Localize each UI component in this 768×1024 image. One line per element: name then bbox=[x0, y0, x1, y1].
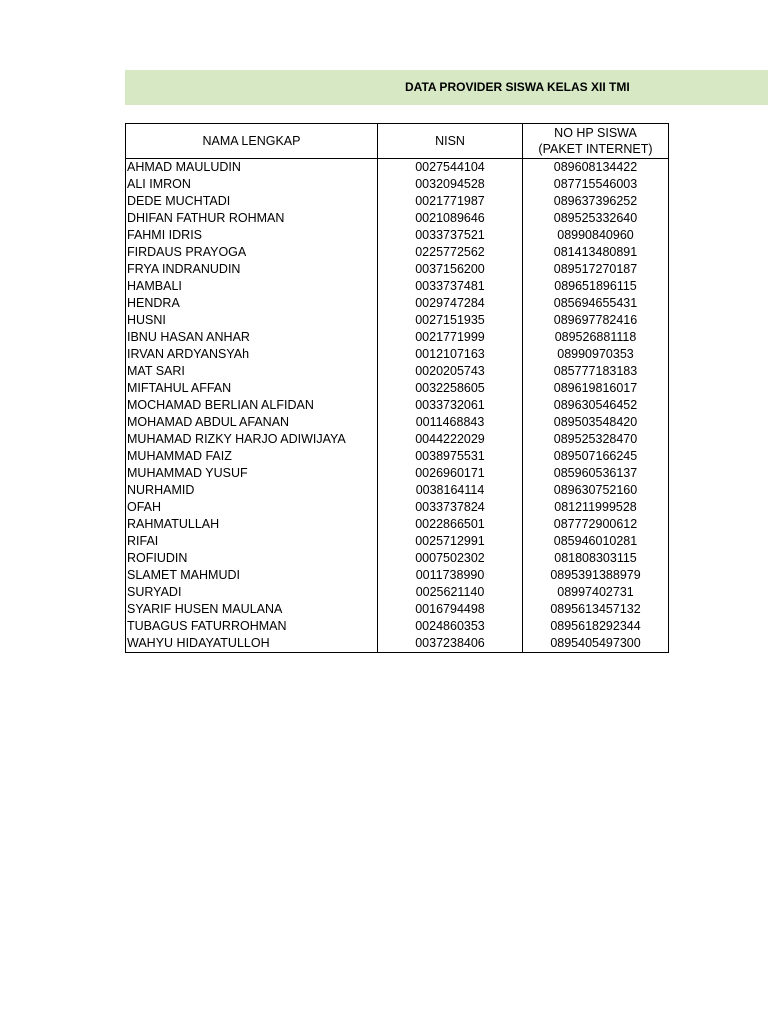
cell-name: MOCHAMAD BERLIAN ALFIDAN bbox=[126, 397, 378, 414]
cell-hp: 087715546003 bbox=[523, 176, 669, 193]
cell-nisn: 0027151935 bbox=[378, 312, 523, 329]
table-row bbox=[126, 618, 669, 635]
table-row bbox=[126, 465, 669, 482]
cell-nisn: 0029747284 bbox=[378, 295, 523, 312]
cell-hp: 08990970353 bbox=[523, 346, 669, 363]
cell-name: ROFIUDIN bbox=[126, 550, 378, 567]
cell-hp: 081808303115 bbox=[523, 550, 669, 567]
cell-hp: 089651896115 bbox=[523, 278, 669, 295]
cell-name: SLAMET MAHMUDI bbox=[126, 567, 378, 584]
cell-name: DEDE MUCHTADI bbox=[126, 193, 378, 210]
table-row bbox=[126, 176, 669, 193]
column-header-hp bbox=[523, 124, 669, 159]
cell-hp: 085946010281 bbox=[523, 533, 669, 550]
cell-hp: 089619816017 bbox=[523, 380, 669, 397]
column-header-hp-line2: (PAKET INTERNET) bbox=[538, 142, 653, 156]
column-header-hp-line1: NO HP SISWA bbox=[554, 126, 637, 140]
cell-name: OFAH bbox=[126, 499, 378, 516]
cell-nisn: 0025621140 bbox=[378, 584, 523, 601]
cell-nisn: 0032094528 bbox=[378, 176, 523, 193]
cell-nisn: 0020205743 bbox=[378, 363, 523, 380]
cell-nisn: 0037156200 bbox=[378, 261, 523, 278]
cell-nisn: 0225772562 bbox=[378, 244, 523, 261]
cell-name: IBNU HASAN ANHAR bbox=[126, 329, 378, 346]
cell-hp: 089630752160 bbox=[523, 482, 669, 499]
cell-name: MOHAMAD ABDUL AFANAN bbox=[126, 414, 378, 431]
student-table bbox=[125, 123, 669, 653]
cell-nisn: 0032258605 bbox=[378, 380, 523, 397]
cell-nisn: 0033732061 bbox=[378, 397, 523, 414]
page-title: DATA PROVIDER SISWA KELAS XII TMI bbox=[405, 80, 630, 94]
cell-nisn: 0025712991 bbox=[378, 533, 523, 550]
cell-nisn: 0033737521 bbox=[378, 227, 523, 244]
cell-name: RIFAI bbox=[126, 533, 378, 550]
table-row bbox=[126, 329, 669, 346]
cell-hp: 081413480891 bbox=[523, 244, 669, 261]
cell-nisn: 0021771999 bbox=[378, 329, 523, 346]
cell-name: MIFTAHUL AFFAN bbox=[126, 380, 378, 397]
cell-name: MUHAMAD RIZKY HARJO ADIWIJAYA bbox=[126, 431, 378, 448]
cell-name: SURYADI bbox=[126, 584, 378, 601]
cell-nisn: 0021771987 bbox=[378, 193, 523, 210]
cell-hp: 089517270187 bbox=[523, 261, 669, 278]
cell-nisn: 0038975531 bbox=[378, 448, 523, 465]
cell-name: FIRDAUS PRAYOGA bbox=[126, 244, 378, 261]
table-row bbox=[126, 193, 669, 210]
table-header bbox=[126, 124, 669, 159]
table-row bbox=[126, 346, 669, 363]
cell-hp: 08990840960 bbox=[523, 227, 669, 244]
cell-name: ALI IMRON bbox=[126, 176, 378, 193]
cell-hp: 089503548420 bbox=[523, 414, 669, 431]
cell-hp: 0895405497300 bbox=[523, 635, 669, 653]
table-row bbox=[126, 312, 669, 329]
column-header-nisn: NISN bbox=[378, 124, 523, 159]
cell-hp: 089526881118 bbox=[523, 329, 669, 346]
cell-name: RAHMATULLAH bbox=[126, 516, 378, 533]
cell-name: SYARIF HUSEN MAULANA bbox=[126, 601, 378, 618]
cell-hp: 085694655431 bbox=[523, 295, 669, 312]
cell-name: TUBAGUS FATURROHMAN bbox=[126, 618, 378, 635]
cell-name: DHIFAN FATHUR ROHMAN bbox=[126, 210, 378, 227]
cell-hp: 0895618292344 bbox=[523, 618, 669, 635]
table-row bbox=[126, 550, 669, 567]
table-row bbox=[126, 533, 669, 550]
cell-hp: 081211999528 bbox=[523, 499, 669, 516]
cell-hp: 089608134422 bbox=[523, 159, 669, 177]
cell-hp: 087772900612 bbox=[523, 516, 669, 533]
cell-name: FAHMI IDRIS bbox=[126, 227, 378, 244]
cell-nisn: 0011468843 bbox=[378, 414, 523, 431]
table-row bbox=[126, 227, 669, 244]
table-row bbox=[126, 584, 669, 601]
cell-nisn: 0012107163 bbox=[378, 346, 523, 363]
table-row bbox=[126, 380, 669, 397]
table-row bbox=[126, 516, 669, 533]
table-body bbox=[126, 159, 669, 653]
cell-name: MUHAMMAD YUSUF bbox=[126, 465, 378, 482]
cell-nisn: 0011738990 bbox=[378, 567, 523, 584]
table-row bbox=[126, 244, 669, 261]
cell-nisn: 0007502302 bbox=[378, 550, 523, 567]
cell-hp: 085777183183 bbox=[523, 363, 669, 380]
cell-hp: 089637396252 bbox=[523, 193, 669, 210]
table-row bbox=[126, 601, 669, 618]
cell-nisn: 0033737481 bbox=[378, 278, 523, 295]
table-row bbox=[126, 431, 669, 448]
table-row bbox=[126, 397, 669, 414]
table-row bbox=[126, 295, 669, 312]
header-row bbox=[126, 124, 669, 159]
cell-hp: 089630546452 bbox=[523, 397, 669, 414]
cell-name: FRYA INDRANUDIN bbox=[126, 261, 378, 278]
cell-name: HAMBALI bbox=[126, 278, 378, 295]
table-row bbox=[126, 159, 669, 177]
table-row bbox=[126, 414, 669, 431]
cell-hp: 0895391388979 bbox=[523, 567, 669, 584]
cell-name: HENDRA bbox=[126, 295, 378, 312]
table-row bbox=[126, 499, 669, 516]
cell-nisn: 0026960171 bbox=[378, 465, 523, 482]
cell-hp: 089697782416 bbox=[523, 312, 669, 329]
cell-nisn: 0037238406 bbox=[378, 635, 523, 653]
cell-name: MUHAMMAD FAIZ bbox=[126, 448, 378, 465]
cell-name: MAT SARI bbox=[126, 363, 378, 380]
cell-hp: 0895613457132 bbox=[523, 601, 669, 618]
cell-nisn: 0021089646 bbox=[378, 210, 523, 227]
cell-name: NURHAMID bbox=[126, 482, 378, 499]
table-row bbox=[126, 482, 669, 499]
cell-name: WAHYU HIDAYATULLOH bbox=[126, 635, 378, 653]
table-row bbox=[126, 635, 669, 653]
cell-name: IRVAN ARDYANSYAh bbox=[126, 346, 378, 363]
cell-name: HUSNI bbox=[126, 312, 378, 329]
cell-hp: 085960536137 bbox=[523, 465, 669, 482]
cell-nisn: 0024860353 bbox=[378, 618, 523, 635]
cell-nisn: 0022866501 bbox=[378, 516, 523, 533]
cell-hp: 089507166245 bbox=[523, 448, 669, 465]
table-row bbox=[126, 567, 669, 584]
table-row bbox=[126, 261, 669, 278]
column-header-name: NAMA LENGKAP bbox=[126, 124, 378, 159]
cell-hp: 089525332640 bbox=[523, 210, 669, 227]
cell-nisn: 0027544104 bbox=[378, 159, 523, 177]
cell-hp: 08997402731 bbox=[523, 584, 669, 601]
table-row bbox=[126, 278, 669, 295]
table-row bbox=[126, 363, 669, 380]
cell-nisn: 0044222029 bbox=[378, 431, 523, 448]
cell-nisn: 0016794498 bbox=[378, 601, 523, 618]
table-row bbox=[126, 448, 669, 465]
cell-hp: 089525328470 bbox=[523, 431, 669, 448]
cell-nisn: 0033737824 bbox=[378, 499, 523, 516]
cell-name: AHMAD MAULUDIN bbox=[126, 159, 378, 177]
cell-nisn: 0038164114 bbox=[378, 482, 523, 499]
table-row bbox=[126, 210, 669, 227]
